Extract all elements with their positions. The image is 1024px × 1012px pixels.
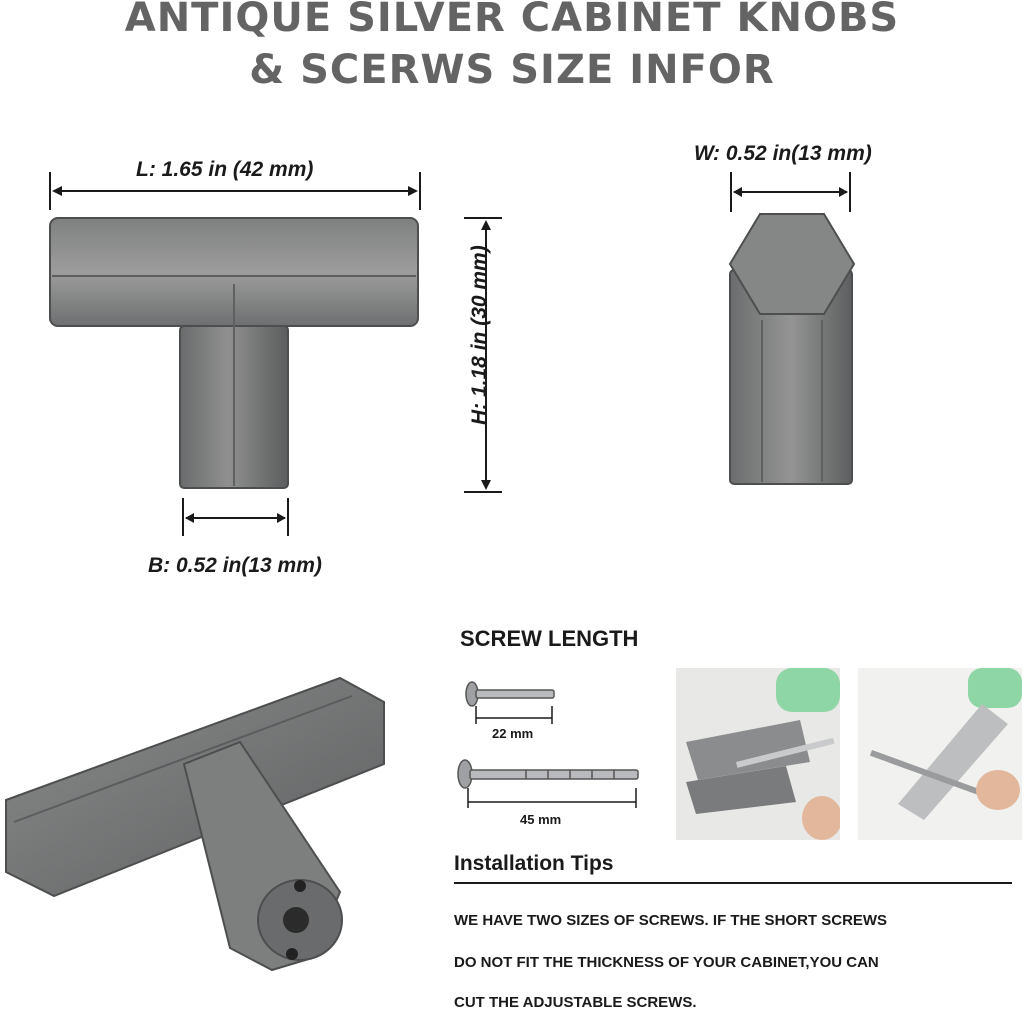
height-label: H: 1.18 in (30 mm) [468, 245, 491, 425]
length-dimension-arrow [46, 168, 426, 214]
knob-side-view [726, 210, 858, 490]
length-label: L: 1.65 in (42 mm) [136, 158, 314, 181]
installation-tip-line-2: DO NOT FIT THE THICKNESS OF YOUR CABINET,YOU CAN [454, 954, 879, 971]
base-label: B: 0.52 in(13 mm) [148, 554, 322, 577]
title-line-1: ANTIQUE SILVER CABINET KNOBS [124, 0, 900, 41]
screw-length-heading: SCREW LENGTH [460, 626, 639, 651]
knob-front-view [48, 214, 422, 492]
installation-tips-heading: Installation Tips [454, 852, 614, 875]
width-dimension-arrow [728, 170, 854, 214]
long-screw-label: 45 mm [520, 812, 562, 827]
knob-perspective-view [0, 672, 390, 972]
page-title [0, 0, 1024, 96]
short-screw-label: 22 mm [492, 726, 534, 741]
title-line-2: & SCERWS SIZE INFOR [249, 47, 775, 93]
installation-tip-line-3: CUT THE ADJUSTABLE SCREWS. [454, 994, 697, 1011]
installation-divider [454, 882, 1012, 884]
pliers-photo-1 [676, 668, 840, 840]
short-screw [464, 680, 558, 728]
width-label: W: 0.52 in(13 mm) [694, 142, 872, 165]
base-dimension-arrow [180, 496, 292, 538]
installation-tip-line-1: WE HAVE TWO SIZES OF SCREWS. IF THE SHORT SCREWS [454, 912, 888, 929]
long-screw [456, 758, 642, 810]
pliers-photo-2 [858, 668, 1022, 840]
